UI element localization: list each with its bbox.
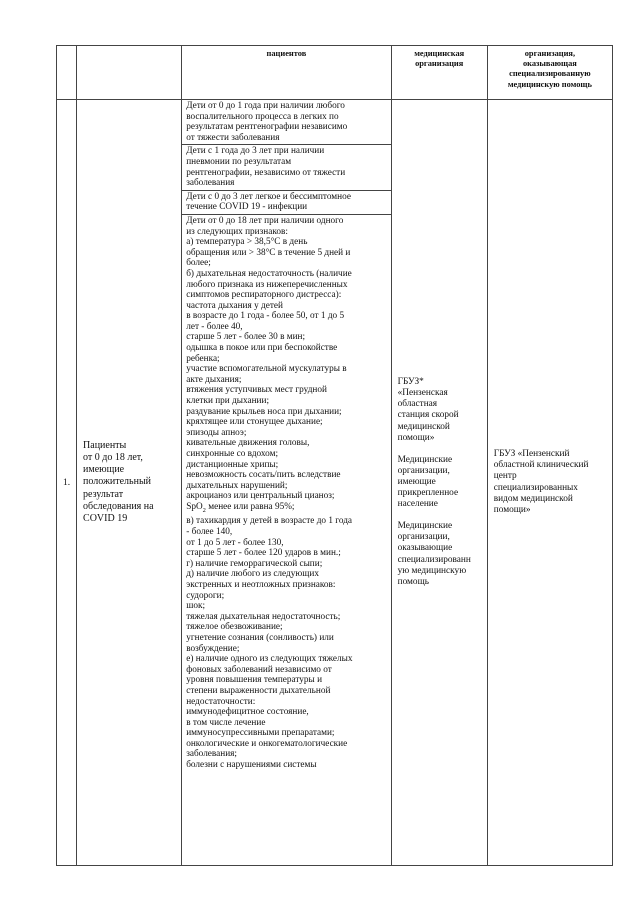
criteria-item: Дети от 0 до 1 года при наличии любого воспалительного процесса в легких по результатам рентгенографии независимо от тяжести заболевания <box>182 100 390 145</box>
criteria-item-signs <box>182 215 390 772</box>
header-patients-cell <box>77 46 182 100</box>
medical-org-item: Медицинские организации, оказывающие специализированн ую медицинскую помощь <box>397 521 471 587</box>
criteria-item: Дети с 1 года до 3 лет при наличии пневмонии по результатам рентгенографии, независимо от тяжести заболевания <box>182 145 390 190</box>
medical-org-item: ГБУЗ* «Пензенская областная станция скорой медицинской помощи» <box>397 377 459 443</box>
header-specialized-org-cell: организация, оказывающая специализированную медицинскую помощь <box>487 46 612 100</box>
criteria-cell <box>182 100 391 866</box>
medical-org-item: Медицинские организации, имеющие прикрепленное население <box>397 454 459 510</box>
header-medical-org-cell: медицинская организация <box>391 46 487 100</box>
medical-org-cell <box>391 100 487 866</box>
criteria-signs-text-continued: менее или равна 95%; в) тахикардия у детей в возрасте до 1 года - более 140, от 1 до 5 лет - более 130, старше 5 лет - более 120 ударов в мин.; г) наличие геморрагической сыпи; д) наличие любого из следующих экстренных и неотложных признаков: судороги; шок; тяжелая дыхательная недостаточность; тяжелое обезвоживание; угнетение сознания (сонливость) или возбуждение; е) наличие одного из следующих тяжелых фоновых заболеваний независимо от уровня повышения температуры и степени выраженности дыхательной недостаточности: иммунодефицитное состояние, в том числе лечение иммуносупрессивными препаратами; онкологические и онкогематологические заболевания; болезни с нарушениями системы <box>186 501 353 771</box>
header-criteria-cell: пациентов <box>182 46 391 100</box>
table-row <box>57 100 613 866</box>
specialized-org-text: ГБУЗ «Пензенский областной клинический центр специализированных видом медицинской помощи» <box>493 449 589 515</box>
row-number: 1. <box>57 100 77 866</box>
routing-table <box>56 45 613 866</box>
patients-cell: Пациенты от 0 до 18 лет, имеющие положительный результат обследования на COVID 19 <box>77 100 182 866</box>
header-number-cell <box>57 46 77 100</box>
criteria-item: Дети с 0 до 3 лет легкое и бессимптомное течение COVID 19 - инфекции <box>182 191 390 215</box>
criteria-signs-text: Дети от 0 до 18 лет при наличии одного из следующих признаков: а) температура > 38,5°С в день обращения или > 38°С в течение 5 дней и более; б) дыхательная недостаточность (наличие любого признака из нижеперечисленных симптомов респираторного дистресса): частота дыхания у детей в возрасте до 1 года - более 50, от 1 до 5 лет - более 40, старше 5 лет - более 30 в мин; одышка в покое или при беспокойстве ребенка; участие вспомогательной мускулатуры в акте дыхания; втяжения уступчивых мест грудной клетки при дыхании; раздувание крыльев носа при дыхании; кряхтящее или стонущее дыхание; эпизоды апноэ; кивательные движения головы, синхронные со вдохом; дистанционные хрипы; невозможность сосать/пить вследствие дыхательных нарушений; акроцианоз или центральный цианоз; SpO <box>186 215 352 512</box>
table-header-row <box>57 46 613 100</box>
specialized-org-cell <box>487 100 612 866</box>
spo2-subscript: 2 <box>202 506 206 514</box>
